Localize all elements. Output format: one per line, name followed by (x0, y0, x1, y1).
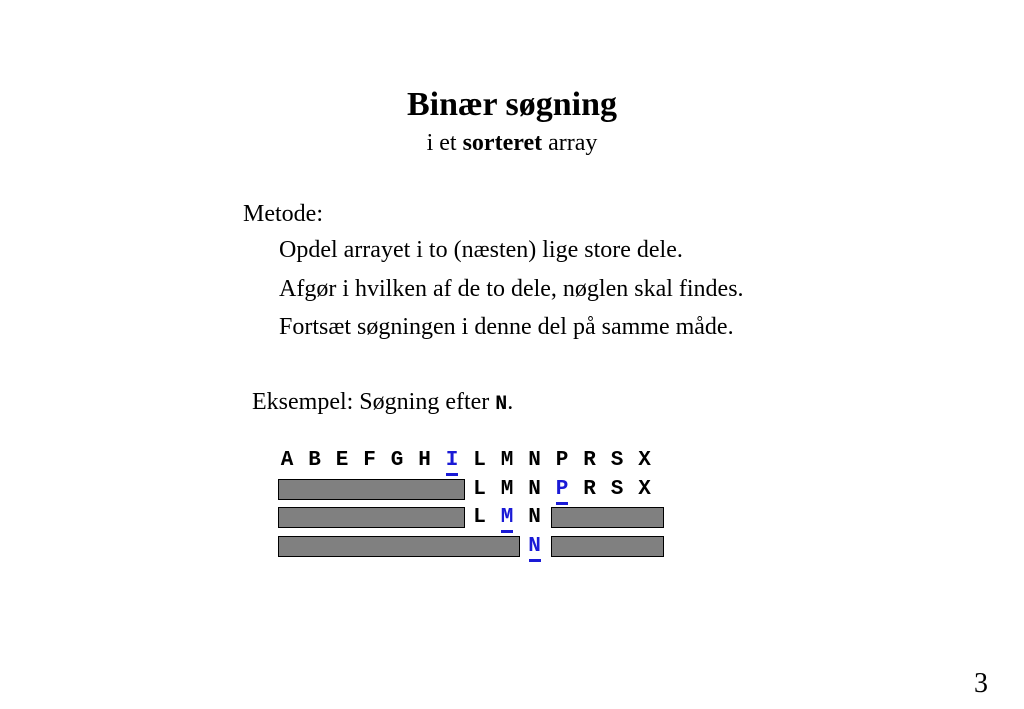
search-letter: L (473, 449, 486, 472)
search-letter: L (473, 478, 486, 501)
search-letter: M (500, 478, 514, 501)
search-letter: X (638, 478, 651, 501)
example-key: N (495, 393, 508, 416)
search-row-2 (0, 478, 1024, 502)
slide-title: Binær søgning (406, 86, 618, 123)
example-text (252, 389, 513, 416)
search-midpoint-letter: I (439, 449, 465, 473)
search-letter: N (528, 506, 541, 529)
subtitle-pre: i et (426, 130, 463, 156)
eliminated-left-bar (278, 507, 465, 528)
search-letter: N (528, 478, 541, 501)
slide-subtitle (0, 130, 1024, 157)
eliminated-right-bar (551, 536, 664, 557)
eliminated-left-bar (278, 479, 465, 500)
search-midpoint-letter: M (494, 506, 520, 530)
subtitle-bold: sorteret (462, 130, 543, 156)
search-letter: R (583, 449, 596, 472)
search-row-1 (0, 449, 1024, 473)
search-midpoint-letter: N (522, 535, 548, 559)
subtitle-post: array (542, 130, 598, 156)
search-letter: B (308, 449, 321, 472)
search-letter: H (418, 449, 431, 472)
search-letter: P (555, 449, 569, 472)
search-row-4 (0, 535, 1024, 559)
eliminated-right-bar (551, 507, 664, 528)
search-letter: S (610, 478, 624, 501)
page-number: 3 (974, 668, 988, 699)
method-step-2: Afgør i hvilken af de to dele, nøglen skal findes. (279, 276, 744, 302)
search-letter: A (280, 449, 294, 472)
search-letter: F (363, 449, 376, 472)
search-letter: M (500, 449, 514, 472)
search-row-3 (0, 506, 1024, 530)
method-step-1: Opdel arrayet i to (næsten) lige store dele. (279, 237, 683, 263)
search-letter: E (335, 449, 349, 472)
search-letter: N (528, 449, 541, 472)
eliminated-left-bar (278, 536, 520, 557)
search-letter: S (610, 449, 624, 472)
search-letter: L (473, 506, 486, 529)
search-midpoint-letter: P (549, 478, 575, 502)
method-label: Metode: (243, 201, 323, 227)
search-letter: G (390, 449, 404, 472)
example-pre: Eksempel: Søgning efter (252, 389, 496, 415)
search-letter: R (583, 478, 596, 501)
method-step-3: Fortsæt søgningen i denne del på samme måde. (279, 314, 734, 340)
search-letter: X (638, 449, 651, 472)
example-post: . (507, 389, 514, 415)
